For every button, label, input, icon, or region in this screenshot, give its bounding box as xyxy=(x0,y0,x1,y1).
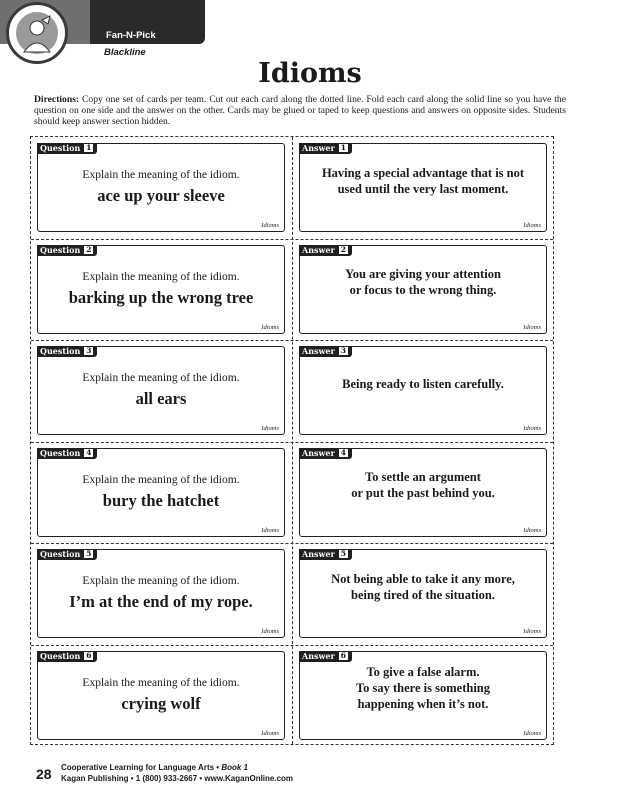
card-footer: Idioms xyxy=(261,222,279,229)
question-number: 3 xyxy=(83,346,94,356)
question-card xyxy=(37,549,285,638)
answer-text: To give a false alarm. To say there is something happening when it’s not. xyxy=(355,665,491,711)
page-title: Idioms xyxy=(258,58,362,89)
question-label: Question xyxy=(40,143,81,153)
card-footer: Idioms xyxy=(261,526,279,534)
page-number: 28 xyxy=(36,766,52,782)
question-label: Question xyxy=(40,549,81,559)
cut-line-horizontal xyxy=(31,543,553,544)
answer-number: 1 xyxy=(338,143,349,153)
answer-card xyxy=(299,143,547,232)
book-title: Cooperative Learning for Language Arts • Book 1 xyxy=(61,763,248,772)
answer-label: Answer xyxy=(302,447,335,458)
answer-card xyxy=(299,651,547,740)
question-tag xyxy=(37,549,97,560)
question-prompt: Explain the meaning of the idiom. xyxy=(82,372,240,384)
series-name: Fan-N-Pick xyxy=(106,30,156,41)
question-prompt: Explain the meaning of the idiom. xyxy=(82,169,240,181)
idiom-text: crying wolf xyxy=(121,693,201,713)
question-card xyxy=(37,245,285,334)
question-tag xyxy=(37,346,97,357)
answer-card xyxy=(299,245,547,334)
directions-label: Directions: xyxy=(34,94,80,105)
card-footer: Idioms xyxy=(261,323,279,331)
card-footer: Idioms xyxy=(523,729,541,737)
directions xyxy=(34,94,566,128)
cut-line-horizontal xyxy=(31,340,553,341)
idiom-text: barking up the wrong tree xyxy=(68,287,254,307)
logo xyxy=(6,2,68,64)
question-number: 1 xyxy=(83,143,94,153)
logo-mascot-icon xyxy=(14,10,60,56)
question-card xyxy=(37,346,285,435)
question-tag xyxy=(37,651,97,662)
card-footer: Idioms xyxy=(523,323,541,331)
question-label: Question xyxy=(40,447,81,458)
answer-label: Answer xyxy=(302,650,335,661)
directions-text: Copy one set of cards per team. Cut out each card along the dotted line. Fold each card along the solid line so you have the question on one side and the answer on the other. Cards may be glued or taped to keep questions and answers on opposite sides. Students should keep answer section hidden. xyxy=(34,94,566,128)
question-card xyxy=(37,448,285,537)
card-footer: Idioms xyxy=(523,526,541,534)
idiom-text: all ears xyxy=(135,389,187,408)
answer-label: Answer xyxy=(302,244,335,255)
idiom-text: I’m at the end of my rope. xyxy=(69,592,253,611)
answer-label: Answer xyxy=(302,549,335,559)
answer-text: Not being able to take it any more, being tired of the situation. xyxy=(331,571,515,602)
answer-text: Being ready to listen carefully. xyxy=(342,376,504,391)
card-grid xyxy=(30,136,554,745)
question-prompt: Explain the meaning of the idiom. xyxy=(82,676,240,689)
idiom-text: ace up your sleeve xyxy=(97,186,225,205)
answer-card xyxy=(299,448,547,537)
question-number: 6 xyxy=(83,651,94,661)
card-footer: Idioms xyxy=(523,628,541,635)
card-footer: Idioms xyxy=(261,628,279,635)
question-tag xyxy=(37,245,97,256)
answer-label: Answer xyxy=(302,346,335,356)
answer-number: 5 xyxy=(338,549,349,559)
question-label: Question xyxy=(40,244,81,255)
cut-line-horizontal xyxy=(31,645,553,646)
publisher-info: Kagan Publishing • 1 (800) 933-2667 • www.KaganOnline.com xyxy=(61,774,294,783)
cut-line-horizontal xyxy=(31,239,553,240)
card-footer: Idioms xyxy=(261,729,279,737)
question-tag xyxy=(37,143,97,154)
question-card xyxy=(37,651,285,740)
question-prompt: Explain the meaning of the idiom. xyxy=(82,270,240,283)
answer-number: 3 xyxy=(338,346,349,356)
question-number: 5 xyxy=(83,549,94,559)
answer-card xyxy=(299,549,547,638)
question-card xyxy=(37,143,285,232)
card-footer: Idioms xyxy=(523,425,541,432)
answer-card xyxy=(299,346,547,435)
book-volume: Book 1 xyxy=(221,763,248,772)
card-footer: Idioms xyxy=(523,222,541,229)
answer-number: 4 xyxy=(338,448,349,458)
answer-number: 6 xyxy=(338,651,349,661)
card-footer: Idioms xyxy=(261,425,279,432)
question-prompt: Explain the meaning of the idiom. xyxy=(82,473,240,486)
series-subtitle: Blackline xyxy=(104,47,146,58)
fold-line-vertical xyxy=(292,137,293,744)
idiom-text: bury the hatchet xyxy=(102,490,220,510)
answer-number: 2 xyxy=(338,245,349,255)
book-title-text: Cooperative Learning for Language Arts xyxy=(61,763,215,772)
cut-line-horizontal xyxy=(31,442,553,443)
question-label: Question xyxy=(40,346,81,356)
question-tag xyxy=(37,448,97,459)
answer-label: Answer xyxy=(302,143,335,153)
question-number: 2 xyxy=(83,245,94,255)
question-label: Question xyxy=(40,650,81,661)
question-number: 4 xyxy=(83,448,94,458)
answer-text: You are giving your attention or focus to the wrong thing. xyxy=(345,267,501,297)
answer-text: Having a special advantage that is not used until the very last moment. xyxy=(321,165,525,196)
answer-text: To settle an argument or put the past behind you. xyxy=(351,470,495,500)
question-prompt: Explain the meaning of the idiom. xyxy=(82,575,240,587)
